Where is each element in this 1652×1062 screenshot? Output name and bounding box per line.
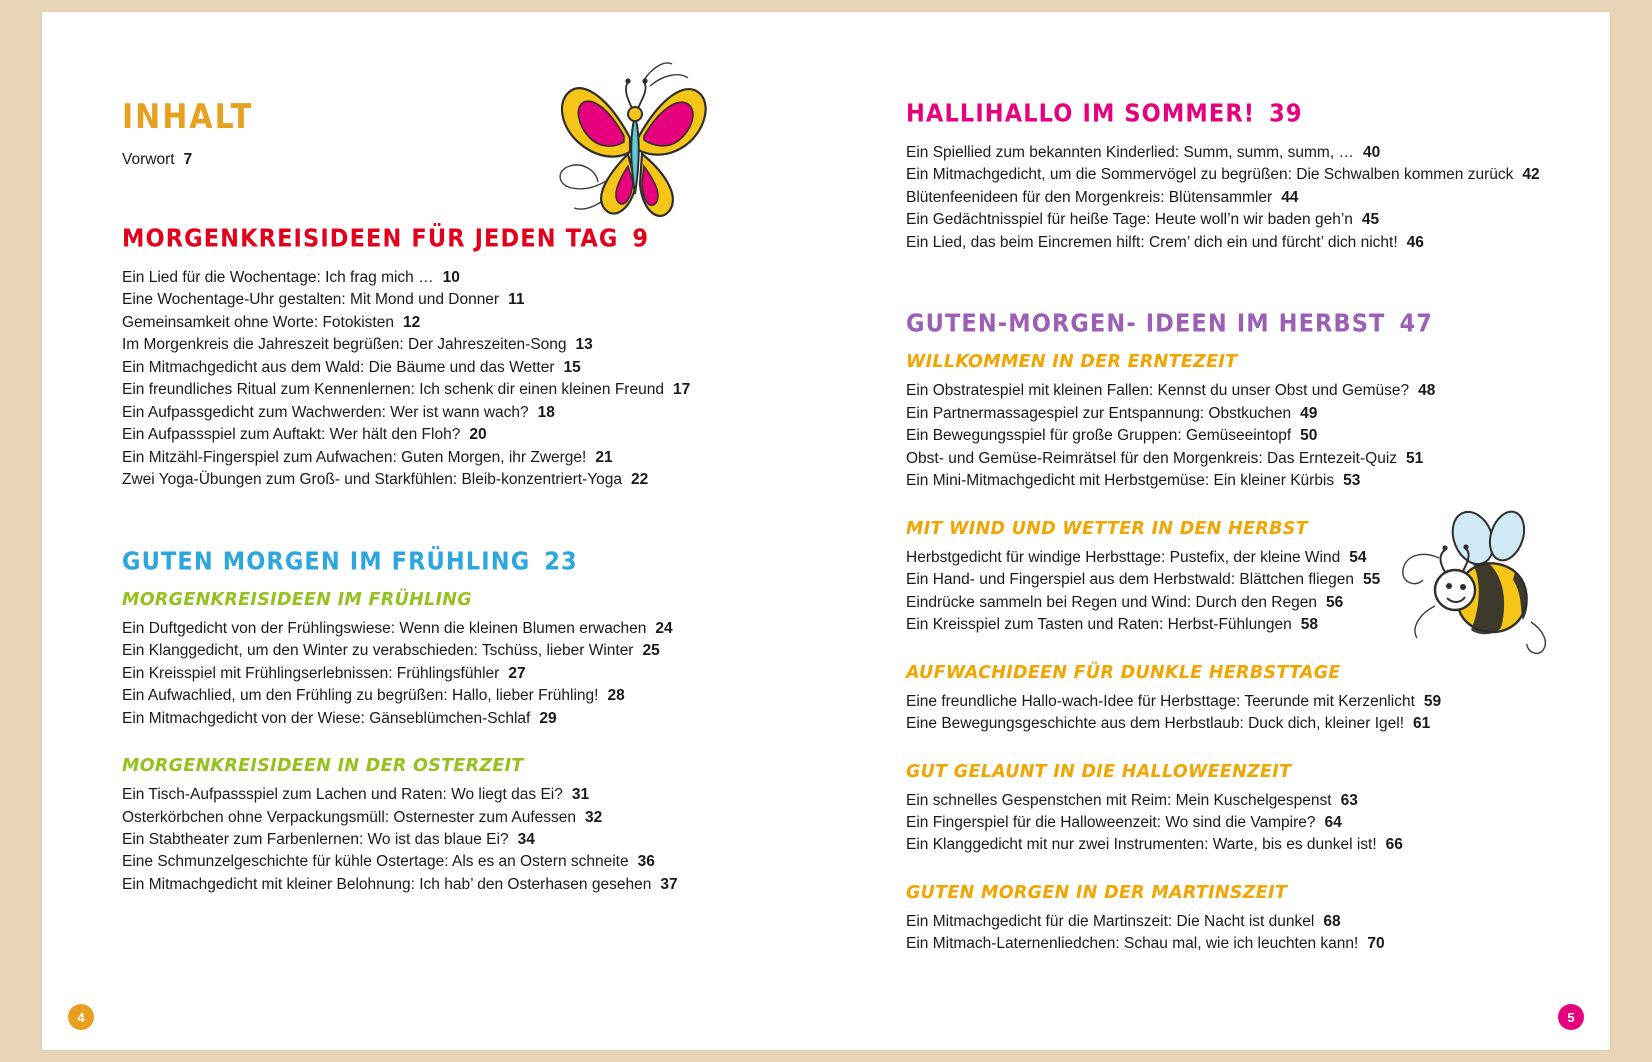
toc-entry[interactable]: [906, 834, 1566, 856]
toc-entry-label: Ein Partnermassagespiel zur Entspannung: Obstkuchen: [906, 404, 1292, 422]
toc-entry[interactable]: [122, 851, 762, 873]
toc-section: [122, 547, 762, 897]
toc-entry-label: Ein Kreisspiel zum Tasten und Raten: Herbst-Fühlungen: [906, 616, 1292, 634]
toc-entry-page: 28: [607, 687, 625, 705]
toc-entry[interactable]: [906, 911, 1566, 933]
toc-entry[interactable]: [906, 569, 1566, 591]
toc-entry-label: Ein Klanggedicht mit nur zwei Instrumenten: Warte, bis es dunkel ist!: [906, 836, 1377, 854]
toc-entry[interactable]: [906, 403, 1566, 425]
toc-entry-label: Eindrücke sammeln bei Regen und Wind: Durch den Regen: [906, 593, 1317, 611]
toc-entry[interactable]: [906, 232, 1566, 254]
toc-entry[interactable]: [906, 187, 1566, 209]
page-left: [42, 12, 826, 1050]
toc-entry-page: 68: [1323, 912, 1341, 930]
toc-entry[interactable]: [906, 164, 1566, 186]
toc-entry-page: 21: [595, 448, 613, 466]
page-number-right: 5: [1558, 1004, 1584, 1030]
toc-entry-page: 48: [1418, 382, 1436, 400]
toc-subsection-heading: WILLKOMMEN IN DER ERNTEZEIT: [906, 352, 1238, 373]
toc-entry-label: Ein Aufwachlied, um den Frühling zu begrüßen: Hallo, lieber Frühling!: [122, 687, 599, 705]
toc-entry[interactable]: [122, 402, 762, 424]
toc-entry-page: 51: [1406, 449, 1424, 467]
toc-entry[interactable]: [122, 357, 762, 379]
toc-entry[interactable]: [906, 380, 1566, 402]
toc-entry-label: Gemeinsamkeit ohne Worte: Fotokisten: [122, 313, 394, 331]
toc-section-title: HALLIHALLO IM SOMMER!: [906, 99, 1256, 128]
toc-entry-label: Herbstgedicht für windige Herbsttage: Pustefix, der kleine Wind: [906, 548, 1341, 566]
toc-entry-page: 22: [631, 471, 649, 489]
toc-entry[interactable]: [122, 807, 762, 829]
toc-entry[interactable]: [906, 470, 1566, 492]
toc-entry-label: Blütenfeenideen für den Morgenkreis: Blütensammler: [906, 188, 1273, 206]
toc-entry[interactable]: [906, 592, 1566, 614]
toc-entry-label: Ein Gedächtnisspiel für heiße Tage: Heute woll’n wir baden geh’n: [906, 211, 1353, 229]
toc-entry-label: Ein Mitmachgedicht, um die Sommervögel zu begrüßen: Die Schwalben kommen zurück: [906, 166, 1514, 184]
toc-entry-page: 32: [585, 808, 603, 826]
toc-entry[interactable]: [122, 663, 762, 685]
toc-subsection-heading: MIT WIND UND WETTER IN DEN HERBST: [906, 518, 1308, 539]
toc-entry-page: 42: [1522, 166, 1540, 184]
toc-entry-label: Ein Mitmachgedicht aus dem Wald: Die Bäume und das Wetter: [122, 358, 555, 376]
toc-entry[interactable]: [122, 640, 762, 662]
toc-section: [122, 224, 762, 492]
toc-section-page: 39: [1269, 99, 1303, 128]
toc-section-heading[interactable]: [122, 224, 762, 253]
toc-entry-label: Ein Mitmachgedicht für die Martinszeit: Die Nacht ist dunkel: [906, 912, 1315, 930]
toc-entry-page: 12: [402, 313, 421, 331]
toc-entry-label: Ein Lied für die Wochentage: Ich frag mich …: [122, 269, 434, 286]
toc-entry[interactable]: [906, 790, 1566, 812]
toc-entry[interactable]: [122, 618, 762, 640]
toc-entry[interactable]: [122, 685, 762, 707]
toc-entry-page: 7: [183, 151, 193, 168]
toc-entry-page: 63: [1340, 791, 1358, 809]
toc-entry[interactable]: [906, 547, 1566, 569]
toc-entry-label: Ein Obstratespiel mit kleinen Fallen: Kennst du unser Obst und Gemüse?: [906, 382, 1410, 400]
toc-entry-page: 20: [469, 426, 487, 444]
toc-entry-label: Ein Mini-Mitmachgedicht mit Herbstgemüse: Ein kleiner Kürbis: [906, 472, 1335, 490]
toc-left-column: [122, 97, 762, 896]
page-number-left: 4: [68, 1004, 94, 1030]
toc-entry[interactable]: [906, 448, 1566, 470]
toc-entry-page: 70: [1367, 935, 1385, 953]
toc-entry-label: Eine Wochentage-Uhr gestalten: Mit Mond und Donner: [122, 291, 500, 309]
page-title: INHALT: [122, 97, 254, 137]
toc-entry[interactable]: [122, 447, 762, 469]
toc-subsection-heading: AUFWACHIDEEN FÜR DUNKLE HERBSTTAGE: [906, 662, 1341, 683]
toc-section-title: GUTEN-MORGEN- IDEEN IM HERBST: [906, 309, 1386, 339]
toc-entry-label: Ein Mitmachgedicht von der Wiese: Gänseblümchen-Schlaf: [122, 709, 531, 727]
toc-entry-label: Ein Kreisspiel mit Frühlingserlebnissen: Frühlingsfühler: [122, 664, 500, 682]
toc-entry-label: Ein Klanggedicht, um den Winter zu verabschieden: Tschüss, lieber Winter: [122, 642, 634, 660]
toc-entry[interactable]: [906, 691, 1566, 713]
toc-entry-page: 15: [563, 358, 581, 376]
toc-entry-page: 11: [508, 291, 525, 309]
toc-entry-label: Ein Aufpassgedicht zum Wachwerden: Wer ist wann wach?: [122, 403, 529, 421]
toc-right-column: [906, 99, 1566, 956]
toc-entry-vorwort[interactable]: [122, 151, 762, 169]
toc-entry-page: 31: [571, 786, 590, 804]
toc-section-heading[interactable]: [906, 310, 1566, 339]
toc-entry-label: Ein Lied, das beim Eincremen hilft: Crem’ dich ein und fürcht’ dich nicht!: [906, 233, 1398, 251]
toc-entry-page: 34: [517, 830, 535, 848]
toc-entry[interactable]: [122, 784, 762, 806]
toc-entry-page: 50: [1300, 427, 1318, 445]
toc-entry-label: Zwei Yoga-Übungen zum Groß- und Starkfühlen: Bleib-konzentriert-Yoga: [122, 471, 623, 489]
toc-entry-page: 24: [655, 619, 673, 637]
toc-entry-label: Ein Mitmachgedicht mit kleiner Belohnung: Ich hab’ den Osterhasen gesehen: [122, 875, 652, 893]
toc-subsection-heading: MORGENKREISIDEEN IN DER OSTERZEIT: [122, 756, 524, 777]
toc-section: [906, 309, 1566, 956]
toc-entry-label: Osterkörbchen ohne Verpackungsmüll: Osternester zum Aufessen: [122, 808, 577, 826]
book-spread: [42, 12, 1610, 1050]
toc-entry[interactable]: [906, 209, 1566, 231]
toc-entry-label: Eine Bewegungsgeschichte aus dem Herbstlaub: Duck dich, kleiner Igel!: [906, 715, 1404, 733]
toc-entry-label: Ein Fingerspiel für die Halloweenzeit: Wo sind die Vampire?: [906, 813, 1316, 831]
toc-entry-page: 17: [672, 381, 691, 399]
toc-entry[interactable]: [122, 829, 762, 851]
toc-entry-page: 58: [1300, 616, 1318, 634]
toc-entry-page: 45: [1361, 211, 1380, 229]
toc-entry-page: 37: [660, 875, 678, 893]
toc-entry-label: Ein schnelles Gespenstchen mit Reim: Mein Kuschelgespenst: [906, 791, 1332, 809]
toc-entry[interactable]: [122, 267, 762, 289]
toc-entry-label: Ein Mitmach-Laternenliedchen: Schau mal, wie ich leuchten kann!: [906, 935, 1359, 953]
toc-entry-label: Ein Mitzähl-Fingerspiel zum Aufwachen: Guten Morgen, ihr Zwerge!: [122, 448, 587, 466]
toc-entry[interactable]: [122, 289, 762, 311]
toc-entry[interactable]: [906, 614, 1566, 636]
toc-entry-page: 46: [1406, 233, 1424, 251]
toc-entry-label: Ein Duftgedicht von der Frühlingswiese: Wenn die kleinen Blumen erwachen: [122, 619, 647, 637]
toc-entry-page: 66: [1385, 836, 1403, 854]
toc-section-heading[interactable]: [906, 99, 1566, 128]
toc-entry[interactable]: [906, 713, 1566, 735]
toc-entry[interactable]: [122, 334, 762, 356]
toc-entry-page: 44: [1281, 188, 1299, 206]
toc-entry-page: 27: [508, 664, 526, 682]
toc-entry-page: 56: [1325, 593, 1344, 611]
toc-section-page: 47: [1399, 309, 1433, 339]
toc-entry-label: Ein Aufpassspiel zum Auftakt: Wer hält den Floh?: [122, 426, 461, 444]
toc-section-title: MORGENKREISIDEEN FÜR JEDEN TAG: [122, 224, 619, 253]
toc-entry[interactable]: [906, 933, 1566, 955]
toc-entry-label: Vorwort: [122, 151, 175, 168]
toc-entry[interactable]: [122, 379, 762, 401]
toc-subsection-heading: GUTEN MORGEN IN DER MARTINSZEIT: [906, 882, 1288, 903]
toc-entry-page: 61: [1413, 715, 1431, 733]
toc-subsection-heading: GUT GELAUNT IN DIE HALLOWEENZEIT: [906, 761, 1292, 782]
toc-entry-page: 59: [1423, 692, 1442, 710]
toc-entry-label: Ein Hand- und Fingerspiel aus dem Herbstwald: Blättchen fliegen: [906, 571, 1355, 589]
toc-entry-page: 40: [1362, 144, 1381, 161]
toc-entry-label: Ein Stabtheater zum Farbenlernen: Wo ist das blaue Ei?: [122, 830, 509, 848]
toc-entry-label: Im Morgenkreis die Jahreszeit begrüßen: Der Jahreszeiten-Song: [122, 336, 567, 354]
toc-entry-page: 53: [1343, 472, 1361, 490]
toc-entry-label: Ein Tisch-Aufpassspiel zum Lachen und Raten: Wo liegt das Ei?: [122, 786, 563, 804]
toc-section: [906, 99, 1566, 254]
page-right: [826, 12, 1610, 1050]
toc-section-page: 23: [544, 547, 578, 576]
toc-entry-page: 36: [637, 853, 655, 871]
toc-entry-page: 54: [1349, 548, 1367, 566]
toc-entry-page: 29: [539, 709, 557, 727]
toc-entry[interactable]: [122, 312, 762, 334]
toc-entry-page: 10: [442, 269, 460, 286]
toc-entry[interactable]: [122, 469, 762, 491]
toc-entry-label: Eine Schmunzelgeschichte für kühle Ostertage: Als es an Ostern schneite: [122, 853, 629, 871]
toc-entry-label: Ein freundliches Ritual zum Kennenlernen: Ich schenk dir einen kleinen Freund: [122, 381, 664, 399]
toc-entry[interactable]: [906, 142, 1566, 164]
toc-entry[interactable]: [122, 708, 762, 730]
toc-entry-page: 55: [1363, 571, 1381, 589]
toc-entry[interactable]: [906, 425, 1566, 447]
toc-section-page: 9: [632, 224, 650, 253]
toc-entry-label: Ein Spiellied zum bekannten Kinderlied: Summ, summ, summ, …: [906, 144, 1354, 161]
toc-entry-label: Ein Bewegungsspiel für große Gruppen: Gemüseeintopf: [906, 427, 1292, 445]
toc-entry-page: 13: [575, 336, 593, 354]
toc-entry-page: 64: [1324, 813, 1342, 831]
toc-section-title: GUTEN MORGEN IM FRÜHLING: [122, 547, 531, 576]
toc-subsection-heading: MORGENKREISIDEEN IM FRÜHLING: [122, 589, 472, 610]
toc-entry[interactable]: [122, 424, 762, 446]
toc-entry-page: 49: [1300, 404, 1318, 422]
toc-entry[interactable]: [122, 874, 762, 896]
toc-entry[interactable]: [906, 812, 1566, 834]
toc-entry-label: Eine freundliche Hallo-wach-Idee für Herbsttage: Teerunde mit Kerzenlicht: [906, 692, 1415, 710]
toc-entry-page: 25: [642, 642, 660, 660]
toc-entry-page: 18: [537, 403, 555, 421]
toc-entry-label: Obst- und Gemüse-Reimrätsel für den Morgenkreis: Das Erntezeit-Quiz: [906, 449, 1398, 467]
toc-section-heading[interactable]: [122, 547, 762, 576]
